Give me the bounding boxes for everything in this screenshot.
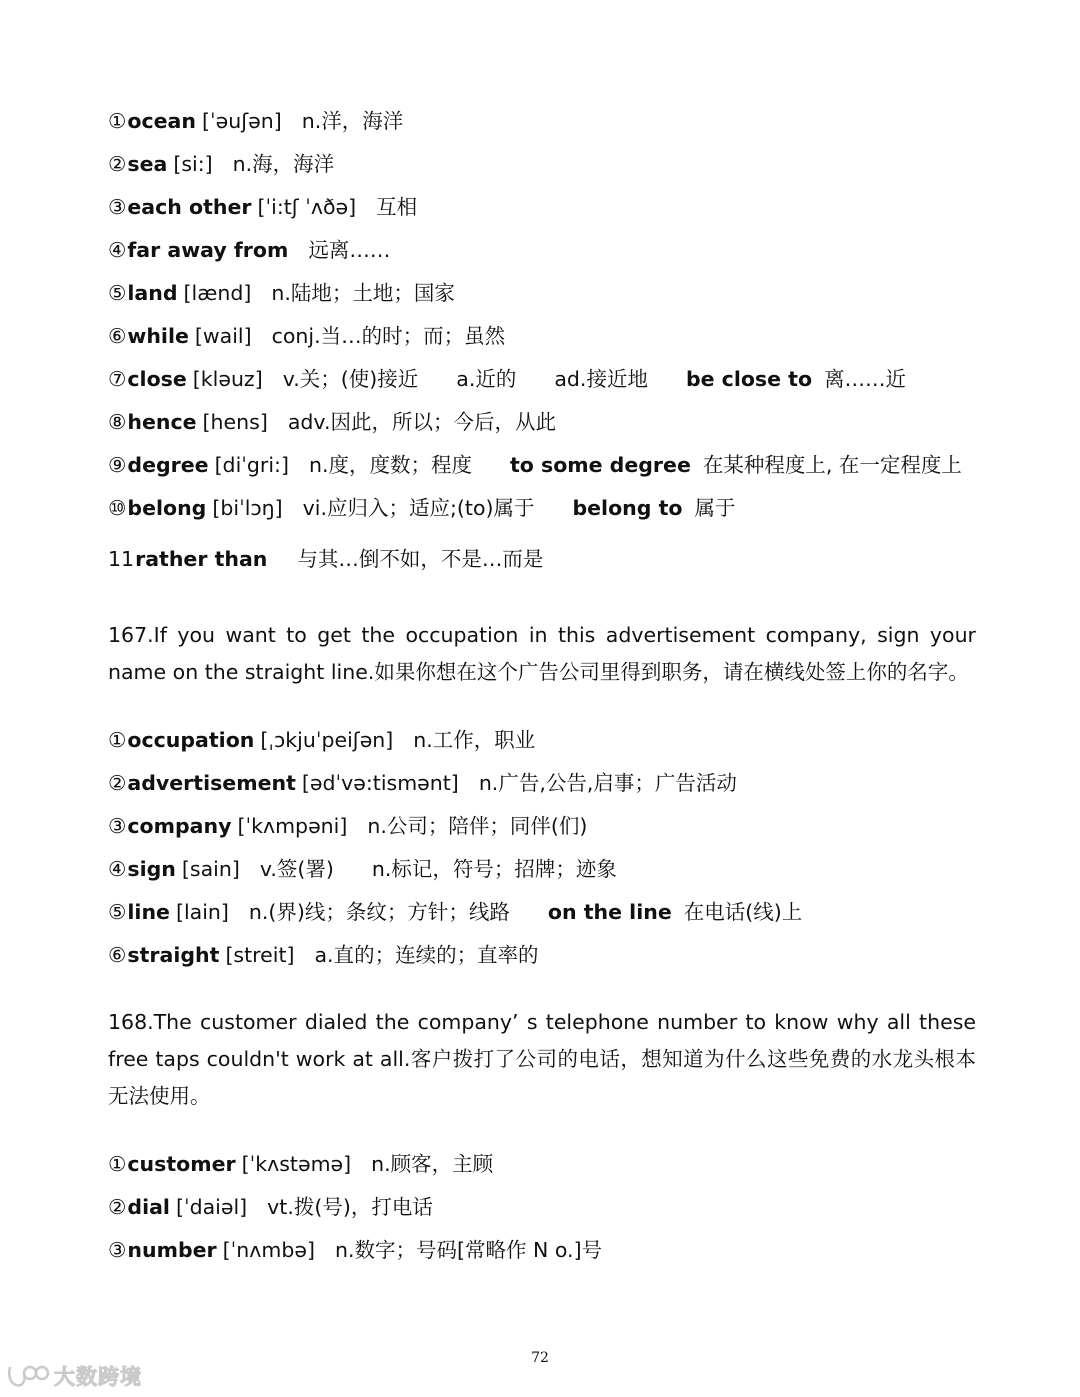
watermark-logo-icon [6, 1363, 50, 1389]
definition: 与其…倒不如，不是…而是 [297, 547, 544, 571]
headword: ocean [127, 109, 196, 133]
pronunciation: [biˈlɔŋ] [212, 496, 283, 520]
headword: sign [127, 857, 176, 881]
pronunciation: [ˈnʌmbə] [222, 1238, 315, 1262]
definition: adv.因此，所以；今后，从此 [287, 410, 556, 434]
definition: n.(界)线；条纹；方针；线路 [248, 900, 510, 924]
entry-number: 11 [108, 547, 135, 571]
vocab-entry [108, 323, 505, 349]
phrase: be close to [685, 367, 813, 391]
headword: degree [127, 453, 209, 477]
definition: n.公司；陪伴；同伴(们) [367, 814, 588, 838]
pronunciation: [wail] [194, 324, 252, 348]
vocab-entry [108, 1237, 602, 1263]
entry-number: ① [108, 728, 127, 752]
vocab-entry [108, 151, 334, 177]
definition: n.工作，职业 [413, 728, 536, 752]
headword: advertisement [127, 771, 296, 795]
headword: far away from [127, 238, 289, 262]
pronunciation: [lain] [175, 900, 229, 924]
definition: n.数字；号码[常略作 N o.]号 [335, 1238, 603, 1262]
entry-number: ② [108, 152, 127, 176]
pronunciation: [ˈkʌstəmə] [241, 1152, 352, 1176]
definition: conj.当…的时；而；虽然 [271, 324, 506, 348]
pronunciation: [ˈdaiəl] [175, 1195, 248, 1219]
definition: n.陆地；土地；国家 [271, 281, 455, 305]
headword: belong [127, 496, 207, 520]
headword: sea [127, 152, 168, 176]
headword: line [127, 900, 170, 924]
phrase: to some degree [509, 453, 691, 477]
definition: 互相 [376, 195, 418, 219]
entry-number: ① [108, 109, 127, 133]
entry-number: ③ [108, 195, 127, 219]
pronunciation: [hens] [202, 410, 268, 434]
definition: n.洋，海洋 [301, 109, 404, 133]
entry-number: ⑤ [108, 900, 127, 924]
example-sentence: 167.If you want to get the occupation in this advertisement company, sign your name on the straight line.如果你想在这个广告公司里得到职务，请在横线处签上你的名字。 [108, 623, 976, 684]
entry-number: ③ [108, 814, 127, 838]
definition: n.海，海洋 [232, 152, 335, 176]
vocab-entry [108, 770, 737, 796]
pronunciation: [streit] [225, 943, 295, 967]
definition: ad.接近地 [554, 367, 648, 391]
vocab-entry [108, 452, 962, 478]
vocab-entry [108, 237, 390, 263]
pronunciation: [ˌɔkjuˈpeiʃən] [260, 728, 394, 752]
watermark [6, 1362, 142, 1390]
definition: n.标记，符号；招牌；迹象 [371, 857, 617, 881]
definition: v.关；(使)接近 [282, 367, 419, 391]
entry-number: ⑦ [108, 367, 127, 391]
watermark-text: 大数跨境 [54, 1365, 142, 1389]
pronunciation: [ədˈvə:tismənt] [301, 771, 459, 795]
page-number: 72 [531, 1350, 549, 1366]
vocab-entry [108, 495, 735, 521]
headword: dial [127, 1195, 170, 1219]
pronunciation: [diˈgri:] [214, 453, 289, 477]
entry-number: ② [108, 771, 127, 795]
entry-number: ⑩ [108, 496, 127, 520]
phrase-definition: 离……近 [824, 367, 907, 391]
headword: customer [127, 1152, 236, 1176]
definition: vi.应归入；适应;(to)属于 [302, 496, 535, 520]
definition: a.直的；连续的；直率的 [314, 943, 539, 967]
vocab-entry [108, 1151, 493, 1177]
definition: a.近的 [456, 367, 517, 391]
headword: close [127, 367, 187, 391]
entry-number: ④ [108, 238, 127, 262]
entry-number: ⑧ [108, 410, 127, 434]
phrase-definition: 属于 [694, 496, 736, 520]
headword: each other [127, 195, 252, 219]
vocab-entry [108, 1194, 433, 1220]
entry-number: ④ [108, 857, 127, 881]
pronunciation: [lænd] [183, 281, 252, 305]
entry-number: ① [108, 1152, 127, 1176]
phrase-definition: 在某种程度上, 在一定程度上 [702, 453, 962, 477]
vocab-entry [108, 942, 539, 968]
definition: n.顾客，主顾 [371, 1152, 494, 1176]
vocab-entry [108, 546, 543, 572]
phrase-definition: 在电话(线)上 [683, 900, 803, 924]
entry-number: ③ [108, 1238, 127, 1262]
vocab-entry [108, 727, 535, 753]
vocab-entry [108, 194, 417, 220]
vocab-entry [108, 108, 403, 134]
pronunciation: [ˈəuʃən] [201, 109, 282, 133]
vocab-entry [108, 899, 802, 925]
headword: hence [127, 410, 197, 434]
pronunciation: [kləuz] [192, 367, 263, 391]
entry-number: ② [108, 1195, 127, 1219]
entry-number: ⑤ [108, 281, 127, 305]
headword: rather than [135, 547, 268, 571]
entry-number: ⑨ [108, 453, 127, 477]
headword: company [127, 814, 232, 838]
pronunciation: [ˈkʌmpəni] [237, 814, 348, 838]
phrase: belong to [572, 496, 683, 520]
pronunciation: [ˈi:tʃ ˈʌðə] [257, 195, 357, 219]
entry-number: ⑥ [108, 324, 127, 348]
entry-number: ⑥ [108, 943, 127, 967]
vocab-entry [108, 366, 906, 392]
headword: number [127, 1238, 217, 1262]
vocab-entry [108, 280, 455, 306]
definition: vt.拨(号)，打电话 [267, 1195, 433, 1219]
definition: n.度，度数；程度 [308, 453, 472, 477]
example-sentence: 168.The customer dialed the company’ s telephone number to know why all these free taps couldn't work at all.客户拨打了公司的电话，想知道为什么这些免费的水龙头根本无法使用。 [108, 1010, 976, 1108]
vocab-entry [108, 813, 587, 839]
pronunciation: [si:] [173, 152, 213, 176]
phrase: on the line [547, 900, 672, 924]
headword: occupation [127, 728, 255, 752]
headword: while [127, 324, 189, 348]
headword: land [127, 281, 178, 305]
definition: v.签(署) [259, 857, 334, 881]
headword: straight [127, 943, 220, 967]
vocab-entry [108, 856, 617, 882]
definition: 远离…… [308, 238, 391, 262]
pronunciation: [sain] [181, 857, 240, 881]
definition: n.广告,公告,启事；广告活动 [478, 771, 737, 795]
vocab-entry [108, 409, 556, 435]
